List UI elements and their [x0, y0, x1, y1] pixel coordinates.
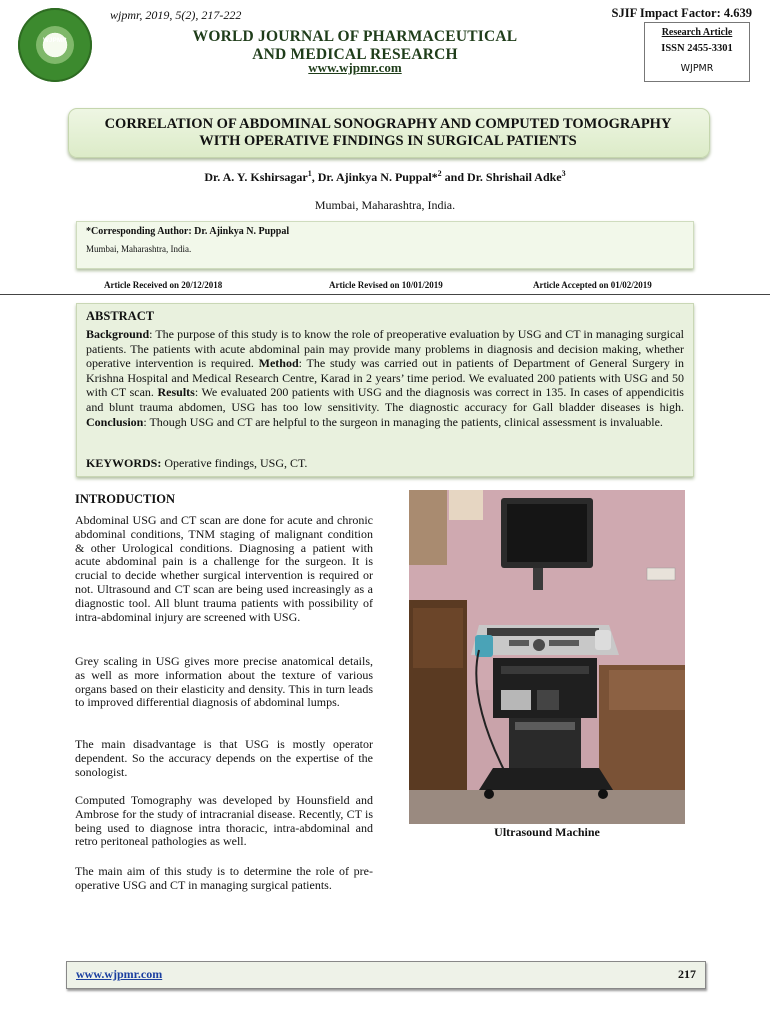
- abstract-text: Background: The purpose of this study is to know the role of preoperative evaluation by USG and CT in managing surgical patients. The patients with acute abdominal pain may provide many problems in diagnosis and decision making, whether operative intervention is required. Method: The study was carried out in patients of Department of General Surgery in Krishna Hospital and Medical Research Centre, Karad in 2 years’ time period. We evaluated 200 patients with USG and 50 with CT scan. Results: We evaluated 200 patients with USG and the diagnosis was correct in 135. In cases of appendicitis and blunt trauma abdomen, USG has too low sensitivity. The diagnostic accuracy for Gall bladder diseases is high. Conclusion: Though USG and CT are helpful to the surgeon in managing the patients, clinical assessment is invaluable.: [86, 327, 684, 429]
- paragraph-3: The main disadvantage is that USG is mostly operator dependent. So the accuracy depends on the expertise of the sonologist.: [75, 737, 373, 779]
- citation: wjpmr, 2019, 5(2), 217-222: [110, 8, 242, 22]
- paragraph-2: Grey scaling in USG gives more precise anatomical details, as well as more information about the texture of various organs based on their elasticity and density. This in turn leads to improved differential diagnosis of abdominal lumps.: [75, 654, 373, 710]
- date-received: Article Received on 20/12/2018: [104, 280, 223, 290]
- impact-factor: SJIF Impact Factor: 4.639: [611, 6, 752, 20]
- journal-info-box: [644, 22, 750, 82]
- paragraph-1: Abdominal USG and CT scan are done for acute and chronic abdominal conditions, TNM staging of malignant condition & other Urological conditions. Diagnosing a patient with acute abdominal pain is a challenge for the surgeon. It is crucial to decide whether surgical intervention is required or not. Ultrasound and CT scan are being used increasingly as a diagnostic tool. All blunt trauma patients with possibility of intra-abdominal injury are screened with USG.: [75, 513, 373, 624]
- divider: [0, 294, 770, 295]
- journal-url-link[interactable]: www.wjpmr.com: [308, 60, 402, 75]
- ultrasound-machine-photo: [409, 490, 685, 824]
- journal-short: WJPMR: [680, 63, 714, 74]
- date-revised: Article Revised on 10/01/2019: [329, 280, 443, 290]
- footer-url-link[interactable]: www.wjpmr.com: [76, 967, 163, 981]
- article-title: CORRELATION OF ABDOMINAL SONOGRAPHY AND COMPUTED TOMOGRAPHY WITH OPERATIVE FINDINGS IN SURGICAL PATIENTS: [104, 116, 672, 149]
- date-accepted: Article Accepted on 01/02/2019: [533, 280, 652, 290]
- corresponding-location: Mumbai, Maharashtra, India.: [86, 244, 192, 254]
- journal-logo: WJPMR: [18, 8, 92, 82]
- page-number: 217: [678, 967, 696, 981]
- article-type: Research Article: [661, 27, 733, 38]
- authors: Dr. A. Y. Kshirsagar$^1$, Dr. Ajinkya N. Puppal*$^2$ and Dr. Shrishail Adke$^3$: [204, 169, 566, 184]
- author-location: Mumbai, Maharashtra, India.: [314, 198, 456, 212]
- abstract-heading: ABSTRACT: [86, 309, 155, 323]
- paragraph-4: Computed Tomography was developed by Hounsfield and Ambrose for the study of intracranial disease. Recently, CT is being used to diagnose intra thoracic, intra-abdominal and retro peritoneal pathologies as well.: [75, 793, 373, 849]
- paragraph-5: The main aim of this study is to determine the role of pre-operative USG and CT in managing surgical patients.: [75, 864, 373, 892]
- corresponding-author: *Corresponding Author: Dr. Ajinkya N. Puppal: [86, 226, 290, 237]
- keywords: KEYWORDS: Operative findings, USG, CT.: [86, 456, 308, 470]
- section-heading-introduction: INTRODUCTION: [75, 492, 176, 506]
- journal-title: WORLD JOURNAL OF PHARMACEUTICAL AND MEDICAL RESEARCH: [192, 28, 518, 63]
- issn: ISSN 2455-3301: [661, 43, 733, 54]
- figure-caption: Ultrasound Machine: [494, 825, 600, 839]
